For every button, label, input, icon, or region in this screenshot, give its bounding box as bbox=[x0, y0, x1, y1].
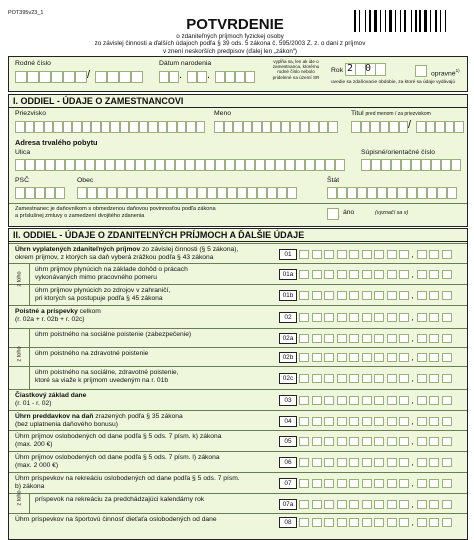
z-toho-label: z toho bbox=[16, 271, 23, 287]
table-row: úhrn poistného na zdravotné poistenie 02b , bbox=[9, 347, 467, 367]
z-toho-bracket bbox=[9, 328, 30, 389]
row-code: 03 bbox=[279, 395, 297, 406]
form-code: POT395v23_1 bbox=[8, 10, 44, 16]
table-row: Úhrn príjmov oslobodených od dane podľa § 5 ods. 7 písm. l) zákona (max. 2 000 €) 06 , bbox=[9, 451, 467, 473]
row-code: 08 bbox=[279, 517, 297, 528]
title-field[interactable]: / bbox=[351, 121, 461, 132]
title-label: Titul pred menom / za priezviskom bbox=[351, 110, 431, 117]
row-label: úhrn poistného na zdravotné poistenie bbox=[35, 350, 149, 357]
form-subtitle bbox=[40, 33, 420, 55]
barcode-icon bbox=[354, 10, 464, 32]
nonresident-checkbox[interactable] bbox=[327, 208, 339, 220]
section-1-title: I. ODDIEL - ÚDAJE O ZAMESTNANCOVI bbox=[9, 95, 467, 108]
table-row: Úhrn vyplatených zdaniteľných príjmov zo závislej činnosti (§ 5 zákona), okrem príjmov, z ktorých sa daň vyberá zrážkou podľa § 43 zákona 01 , bbox=[9, 243, 467, 264]
year-note: uvedie sa zdaňovacie obdobie, za ktoré sa údaje vydávajú bbox=[331, 80, 456, 85]
table-row: Čiastkový základ dane (r. 01 - r. 02) 03 , bbox=[9, 389, 467, 411]
row-code: 04 bbox=[279, 416, 297, 427]
row-label: Úhrn príspevkov na rekreáciu oslobodených od dane podľa § 5 ods. 7 písm. b) zákona bbox=[15, 475, 240, 490]
year-label: Rok bbox=[331, 67, 344, 74]
row-label: Čiastkový základ dane (r. 01 - r. 02) bbox=[15, 392, 87, 407]
street-label: Ulica bbox=[15, 149, 31, 156]
row-code: 06 bbox=[279, 457, 297, 468]
street-field[interactable] bbox=[15, 159, 345, 170]
row-label: príspevok na rekreáciu za predchádzajúci kalendárny rok bbox=[35, 496, 205, 503]
row-code: 07 bbox=[279, 478, 297, 489]
corrective-checkbox[interactable] bbox=[415, 65, 427, 77]
subtitle-line-2: zo závislej činnosti a ďalších údajoch podľa § 39 ods. 5 zákona č. 595/2003 Z. z. o dani z príjmov bbox=[94, 40, 366, 48]
first-name-label: Meno bbox=[214, 110, 232, 117]
row-label: úhrn príjmov plynúcich na základe dohôd o prácach vykonávaných mimo pracovného pomeru bbox=[35, 266, 188, 281]
row-label: úhrn príjmov plynúcich zo zdrojov v zahraničí, pri ktorých sa postupuje podľa § 45 zákona bbox=[35, 287, 171, 302]
yes-label: áno bbox=[343, 209, 355, 216]
date-of-birth-field[interactable]: . . bbox=[159, 71, 269, 83]
z-toho-bracket bbox=[9, 490, 30, 513]
table-row: Poistné a príspevky celkom (r. 02a + r. 02b + r. 02c) 02 , bbox=[9, 305, 467, 329]
table-row: úhrn poistného na sociálne poistenie (zabezpečenie) 02a , bbox=[9, 328, 467, 348]
house-number-field[interactable] bbox=[361, 159, 461, 170]
year-field[interactable] bbox=[345, 63, 389, 75]
identification-box bbox=[8, 56, 468, 92]
country-field[interactable] bbox=[327, 187, 461, 198]
section-2-title: II. ODDIEL - ÚDAJE O ZDANITEĽNÝCH PRÍJMOCH A ĎALŠIE ÚDAJE bbox=[9, 229, 467, 242]
surname-label: Priezvisko bbox=[15, 110, 46, 117]
table-row: Úhrn príjmov oslobodených od dane podľa § 5 ods. 7 písm. k) zákona (max. 200 €) 05 , bbox=[9, 430, 467, 452]
z-toho-label: z toho bbox=[16, 490, 23, 506]
section-income bbox=[8, 228, 468, 540]
row-code: 01a bbox=[279, 269, 297, 280]
table-row: úhrn poistného na sociálne, zdravotné poistenie, ktoré sa viaže k príjmom uvedeným na r. 01b 02c , bbox=[9, 366, 467, 390]
birth-number-label: Rodné číslo bbox=[15, 60, 51, 67]
row-label: úhrn poistného na sociálne poistenie (zabezpečenie) bbox=[35, 331, 192, 338]
first-name-field[interactable] bbox=[214, 121, 344, 132]
house-number-label: Súpisné/orientačné číslo bbox=[361, 149, 436, 156]
table-row: úhrn príjmov plynúcich zo zdrojov v zahraničí, pri ktorých sa postupuje podľa § 45 zákona 01b , bbox=[9, 284, 467, 306]
table-row: úhrn príjmov plynúcich na základe dohôd o prácach vykonávaných mimo pracovného pomeru 01a , bbox=[9, 263, 467, 285]
surname-field[interactable] bbox=[15, 121, 205, 132]
section-employee bbox=[8, 94, 468, 227]
yes-note: (vyznačí sa x) bbox=[375, 210, 409, 216]
row-label: Úhrn príjmov oslobodených od dane podľa § 5 ods. 7 písm. l) zákona (max. 2 000 €) bbox=[15, 454, 220, 469]
table-row: príspevok na rekreáciu za predchádzajúci kalendárny rok 07a , bbox=[9, 493, 467, 514]
municipality-label: Obec bbox=[77, 177, 94, 184]
z-toho-bracket bbox=[9, 263, 30, 305]
date-of-birth-note: vypĺňa sa, len ak ide o zamestnanca, ktorému rodné číslo nebolo pridelené na území SR bbox=[272, 59, 320, 80]
birth-number-field[interactable]: / bbox=[15, 71, 153, 83]
form-title: POTVRDENIE bbox=[186, 16, 284, 33]
row-label: Poistné a príspevky celkom (r. 02a + r. 02b + r. 02c) bbox=[15, 308, 101, 323]
postcode-field[interactable] bbox=[15, 187, 71, 198]
row-label: úhrn poistného na sociálne, zdravotné poistenie, ktoré sa viaže k príjmom uvedeným na r. 01b bbox=[35, 369, 179, 384]
row-code: 05 bbox=[279, 436, 297, 447]
row-code: 02a bbox=[279, 333, 297, 344]
nonresident-note: Zamestnanec je daňovníkom s obmedzenou daňovou povinnosťou podľa zákona a príslušnej zmluvy o zamedzení dvojitého zdanenia bbox=[15, 206, 216, 219]
municipality-field[interactable] bbox=[77, 187, 297, 198]
address-heading: Adresa trvalého pobytu bbox=[15, 138, 98, 147]
country-label: Štát bbox=[327, 177, 340, 184]
subtitle-line-1: o zdaniteľných príjmoch fyzickej osoby bbox=[176, 33, 284, 40]
subtitle-line-3: v znení neskorších predpisov (ďalej len „zákon“) bbox=[162, 47, 298, 55]
row-label: Úhrn preddavkov na daň zrazených podľa § 35 zákona (bez uplatnenia daňového bonusu) bbox=[15, 413, 183, 428]
row-label: Úhrn príjmov oslobodených od dane podľa § 5 ods. 7 písm. k) zákona (max. 200 €) bbox=[15, 433, 222, 448]
year-value: 2 0 bbox=[347, 63, 375, 74]
row-code: 02b bbox=[279, 352, 297, 363]
table-row: Úhrn príspevkov na rekreáciu oslobodených od dane podľa § 5 ods. 7 písm. b) zákona 07 , bbox=[9, 472, 467, 494]
row-label: Úhrn príspevkov na športovú činnosť dieťaťa oslobodených od dane bbox=[15, 516, 217, 523]
row-code: 02c bbox=[279, 373, 297, 384]
table-row: Úhrn preddavkov na daň zrazených podľa § 35 zákona (bez uplatnenia daňového bonusu) 04 , bbox=[9, 410, 467, 431]
row-code: 07a bbox=[279, 499, 297, 510]
row-code: 01 bbox=[279, 249, 297, 260]
row-code: 01b bbox=[279, 290, 297, 301]
z-toho-label: z toho bbox=[16, 345, 23, 362]
row-code: 02 bbox=[279, 312, 297, 323]
row-label: Úhrn vyplatených zdaniteľných príjmov zo závislej činnosti (§ 5 zákona), okrem príjmov, z ktorých sa daň vyberá zrážkou podľa § 43 zákona bbox=[15, 246, 239, 261]
date-of-birth-label: Dátum narodenia bbox=[159, 60, 212, 67]
postcode-label: PSČ bbox=[15, 177, 29, 184]
corrective-label: opravné$^{1)}$ bbox=[431, 68, 460, 78]
table-row: Úhrn príspevkov na športovú činnosť dieťaťa oslobodených od dane 08 , bbox=[9, 513, 467, 530]
